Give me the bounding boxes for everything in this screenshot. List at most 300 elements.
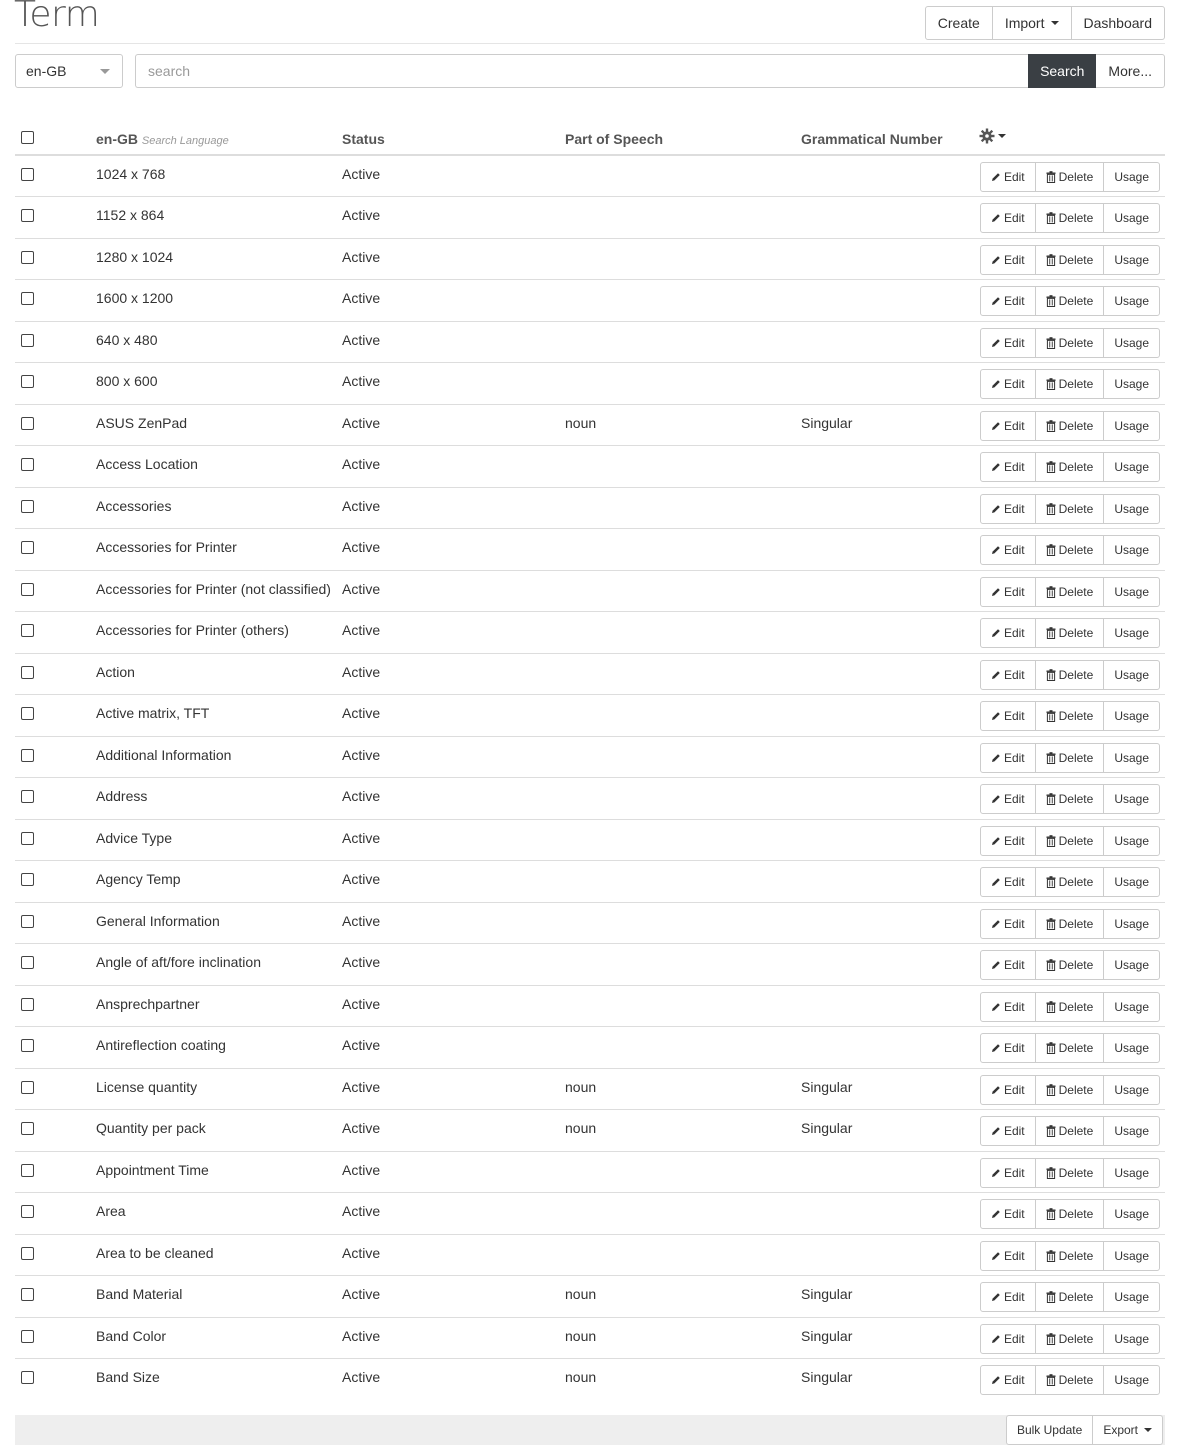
edit-button[interactable] <box>980 660 1036 690</box>
part-of-speech-cell: noun <box>565 1068 801 1110</box>
edit-button[interactable] <box>980 1075 1036 1105</box>
row-checkbox[interactable] <box>21 707 34 720</box>
delete-label: Delete <box>1058 958 1094 972</box>
status-cell: Active <box>342 902 565 944</box>
term-cell: Area to be cleaned <box>96 1234 342 1276</box>
row-checkbox[interactable] <box>21 417 34 430</box>
row-checkbox[interactable] <box>21 832 34 845</box>
pencil-icon <box>991 1292 1001 1302</box>
term-cell: License quantity <box>96 1068 342 1110</box>
trash-icon <box>1046 1250 1056 1262</box>
delete-button[interactable] <box>1035 1241 1105 1271</box>
row-checkbox[interactable] <box>21 790 34 803</box>
delete-button[interactable] <box>1035 1033 1105 1063</box>
edit-label: Edit <box>1003 1373 1025 1387</box>
grammatical-number-cell <box>801 570 979 612</box>
row-select-cell <box>15 529 96 571</box>
row-actions-cell <box>979 985 1165 1027</box>
delete-button[interactable] <box>1035 618 1105 648</box>
row-checkbox[interactable] <box>21 292 34 305</box>
row-select-cell <box>15 1193 96 1235</box>
usage-button[interactable]: Usage <box>1103 162 1160 192</box>
part-of-speech-cell <box>565 197 801 239</box>
table-row <box>15 985 1165 1027</box>
edit-label: Edit <box>1003 1082 1025 1097</box>
row-actions-cell <box>979 238 1165 280</box>
table-row <box>15 404 1165 446</box>
trash-icon <box>1046 461 1056 473</box>
table-row <box>15 1110 1165 1152</box>
pencil-icon <box>991 670 1001 680</box>
edit-button[interactable] <box>980 245 1036 275</box>
row-actions-cell <box>979 1068 1165 1110</box>
row-actions-cell <box>979 819 1165 861</box>
row-checkbox[interactable] <box>21 915 34 928</box>
term-cell: Address <box>96 778 342 820</box>
grammatical-number-cell <box>801 944 979 986</box>
delete-button[interactable] <box>1035 203 1105 233</box>
delete-button[interactable] <box>1035 743 1105 773</box>
import-label: Import <box>1004 15 1045 31</box>
edit-button[interactable] <box>980 494 1036 524</box>
usage-button[interactable]: Usage <box>1103 577 1160 607</box>
delete-button[interactable] <box>1035 1324 1105 1354</box>
usage-button[interactable]: Usage <box>1103 701 1160 731</box>
delete-button[interactable] <box>1035 701 1105 731</box>
row-checkbox[interactable] <box>21 1247 34 1260</box>
status-cell: Active <box>342 363 565 405</box>
gear-icon <box>979 128 995 144</box>
row-checkbox[interactable] <box>21 956 34 969</box>
language-select[interactable] <box>15 54 123 88</box>
search-input[interactable] <box>135 54 1028 88</box>
usage-button[interactable]: Usage <box>1103 494 1160 524</box>
term-cell: 1280 x 1024 <box>96 238 342 280</box>
usage-button[interactable]: Usage <box>1103 203 1160 233</box>
delete-button[interactable] <box>1035 328 1105 358</box>
term-cell: Area <box>96 1193 342 1235</box>
row-actions-cell <box>979 1151 1165 1193</box>
part-of-speech-cell <box>565 1027 801 1069</box>
row-actions-cell <box>979 778 1165 820</box>
grammatical-number-cell: Singular <box>801 1359 979 1401</box>
row-actions-cell <box>979 280 1165 322</box>
trash-icon <box>1046 752 1056 764</box>
delete-button[interactable] <box>1035 867 1105 897</box>
usage-button[interactable]: Usage <box>1103 245 1160 275</box>
row-checkbox[interactable] <box>21 168 34 181</box>
status-cell: Active <box>342 778 565 820</box>
edit-button[interactable] <box>980 1116 1036 1146</box>
usage-button[interactable]: Usage <box>1103 1282 1160 1312</box>
row-select-cell <box>15 985 96 1027</box>
row-select-cell <box>15 280 96 322</box>
delete-button[interactable] <box>1035 452 1105 482</box>
edit-label: Edit <box>1003 501 1025 516</box>
more-button[interactable]: More... <box>1096 54 1165 88</box>
grammatical-number-cell <box>801 1027 979 1069</box>
row-select-cell <box>15 612 96 654</box>
row-checkbox[interactable] <box>21 873 34 886</box>
edit-label: Edit <box>1003 792 1025 806</box>
delete-button[interactable] <box>1035 535 1105 565</box>
edit-label: Edit <box>1003 709 1025 723</box>
header-status[interactable]: Status <box>342 121 565 155</box>
usage-button[interactable]: Usage <box>1103 452 1160 482</box>
usage-button[interactable]: Usage <box>1103 743 1160 773</box>
row-checkbox[interactable] <box>21 998 34 1011</box>
delete-button[interactable] <box>1035 909 1105 939</box>
usage-button[interactable]: Usage <box>1103 784 1160 814</box>
term-cell: 1152 x 864 <box>96 197 342 239</box>
header-term-sub: Search Language <box>141 135 229 147</box>
row-select-cell <box>15 1317 96 1359</box>
usage-button[interactable]: Usage <box>1103 1365 1160 1395</box>
title-divider <box>15 43 1165 44</box>
grammatical-number-cell <box>801 238 979 280</box>
row-checkbox[interactable] <box>21 1205 34 1218</box>
row-actions-cell <box>979 155 1165 197</box>
term-cell: Antireflection coating <box>96 1027 342 1069</box>
usage-button[interactable]: Usage <box>1103 1116 1160 1146</box>
term-cell: Accessories for Printer (not classified) <box>96 570 342 612</box>
row-checkbox[interactable] <box>21 1039 34 1052</box>
delete-button[interactable] <box>1035 411 1105 441</box>
pencil-icon <box>991 1168 1001 1178</box>
part-of-speech-cell <box>565 487 801 529</box>
usage-button[interactable]: Usage <box>1103 328 1160 358</box>
row-checkbox[interactable] <box>21 749 34 762</box>
delete-label: Delete <box>1058 667 1094 682</box>
delete-button[interactable] <box>1035 245 1105 275</box>
delete-label: Delete <box>1058 875 1094 889</box>
edit-label: Edit <box>1003 875 1025 889</box>
pencil-icon <box>991 545 1001 555</box>
edit-label: Edit <box>1003 543 1025 557</box>
row-select-cell <box>15 155 96 197</box>
table-row <box>15 1359 1165 1401</box>
part-of-speech-cell <box>565 1151 801 1193</box>
caret-down-icon <box>1051 21 1059 25</box>
status-cell: Active <box>342 695 565 737</box>
grammatical-number-cell <box>801 363 979 405</box>
row-actions-cell <box>979 404 1165 446</box>
status-cell: Active <box>342 1027 565 1069</box>
delete-label: Delete <box>1058 252 1094 267</box>
grammatical-number-cell <box>801 612 979 654</box>
export-dropdown-button[interactable] <box>1092 1415 1163 1445</box>
usage-button[interactable]: Usage <box>1103 1075 1160 1105</box>
row-checkbox[interactable] <box>21 500 34 513</box>
usage-button[interactable]: Usage <box>1103 411 1160 441</box>
edit-label: Edit <box>1003 211 1025 225</box>
part-of-speech-cell <box>565 280 801 322</box>
search-button[interactable]: Search <box>1028 54 1096 88</box>
delete-button[interactable] <box>1035 494 1105 524</box>
edit-button[interactable] <box>980 950 1036 980</box>
row-select-cell <box>15 1234 96 1276</box>
trash-icon <box>1046 171 1056 183</box>
usage-button[interactable]: Usage <box>1103 369 1160 399</box>
usage-button[interactable]: Usage <box>1103 867 1160 897</box>
usage-button[interactable]: Usage <box>1103 1199 1160 1229</box>
usage-button[interactable]: Usage <box>1103 1324 1160 1354</box>
grammatical-number-cell <box>801 197 979 239</box>
edit-button[interactable] <box>980 1033 1036 1063</box>
row-actions-cell <box>979 1359 1165 1401</box>
trash-icon <box>1046 1208 1056 1220</box>
edit-button[interactable] <box>980 701 1036 731</box>
edit-button[interactable] <box>980 203 1036 233</box>
row-checkbox[interactable] <box>21 375 34 388</box>
usage-button[interactable]: Usage <box>1103 1033 1160 1063</box>
row-checkbox[interactable] <box>21 1122 34 1135</box>
part-of-speech-cell <box>565 861 801 903</box>
header-term[interactable] <box>96 121 342 155</box>
header-part-of-speech[interactable]: Part of Speech <box>565 121 801 155</box>
table-row <box>15 944 1165 986</box>
delete-label: Delete <box>1058 1290 1094 1304</box>
trash-icon <box>1046 378 1056 390</box>
row-actions-cell <box>979 363 1165 405</box>
trash-icon <box>1046 959 1056 971</box>
grammatical-number-cell: Singular <box>801 1276 979 1318</box>
chevron-down-icon <box>100 69 110 74</box>
part-of-speech-cell <box>565 321 801 363</box>
grammatical-number-cell <box>801 778 979 820</box>
grammatical-number-cell: Singular <box>801 404 979 446</box>
import-dropdown-button[interactable] <box>992 6 1072 40</box>
row-select-cell <box>15 1151 96 1193</box>
dashboard-button[interactable]: Dashboard <box>1071 6 1166 40</box>
row-checkbox[interactable] <box>21 666 34 679</box>
trash-icon <box>1046 1042 1056 1054</box>
delete-button[interactable] <box>1035 162 1105 192</box>
edit-button[interactable] <box>980 1324 1036 1354</box>
row-checkbox[interactable] <box>21 624 34 637</box>
usage-button[interactable]: Usage <box>1103 950 1160 980</box>
part-of-speech-cell <box>565 155 801 197</box>
edit-button[interactable] <box>980 452 1036 482</box>
part-of-speech-cell <box>565 1193 801 1235</box>
grammatical-number-cell <box>801 695 979 737</box>
row-select-cell <box>15 736 96 778</box>
delete-button[interactable] <box>1035 826 1105 856</box>
delete-button[interactable] <box>1035 369 1105 399</box>
row-select-cell <box>15 1359 96 1401</box>
grammatical-number-cell <box>801 280 979 322</box>
term-cell: ASUS ZenPad <box>96 404 342 446</box>
create-button[interactable]: Create <box>925 6 993 40</box>
trash-icon <box>1046 503 1056 515</box>
edit-button[interactable] <box>980 1199 1036 1229</box>
row-checkbox[interactable] <box>21 1288 34 1301</box>
delete-label: Delete <box>1058 1165 1094 1180</box>
table-row <box>15 1234 1165 1276</box>
table-row <box>15 570 1165 612</box>
column-settings-dropdown[interactable] <box>979 128 1006 144</box>
delete-button[interactable] <box>1035 660 1105 690</box>
status-cell: Active <box>342 446 565 488</box>
row-select-cell <box>15 570 96 612</box>
pencil-icon <box>991 462 1001 472</box>
edit-button[interactable] <box>980 1282 1036 1312</box>
pencil-icon <box>991 1375 1001 1385</box>
status-cell: Active <box>342 321 565 363</box>
row-actions-cell <box>979 321 1165 363</box>
pencil-icon <box>991 338 1001 348</box>
row-checkbox[interactable] <box>21 334 34 347</box>
row-actions-cell <box>979 902 1165 944</box>
delete-label: Delete <box>1058 170 1094 184</box>
usage-button[interactable]: Usage <box>1103 1241 1160 1271</box>
row-select-cell <box>15 1110 96 1152</box>
edit-button[interactable] <box>980 162 1036 192</box>
row-actions-cell <box>979 736 1165 778</box>
pencil-icon <box>991 711 1001 721</box>
delete-button[interactable] <box>1035 784 1105 814</box>
delete-label: Delete <box>1058 501 1094 516</box>
edit-button[interactable] <box>980 618 1036 648</box>
pencil-icon <box>991 213 1001 223</box>
table-row <box>15 1276 1165 1318</box>
trash-icon <box>1046 295 1056 307</box>
select-all-checkbox[interactable] <box>21 131 34 144</box>
edit-button[interactable] <box>980 369 1036 399</box>
edit-label: Edit <box>1003 377 1025 391</box>
usage-button[interactable]: Usage <box>1103 826 1160 856</box>
edit-button[interactable] <box>980 743 1036 773</box>
edit-button[interactable] <box>980 784 1036 814</box>
status-cell: Active <box>342 612 565 654</box>
delete-label: Delete <box>1058 211 1094 225</box>
row-select-cell <box>15 321 96 363</box>
usage-button[interactable]: Usage <box>1103 1158 1160 1188</box>
edit-button[interactable] <box>980 328 1036 358</box>
usage-button[interactable]: Usage <box>1103 618 1160 648</box>
delete-label: Delete <box>1058 750 1094 765</box>
row-select-cell <box>15 1068 96 1110</box>
table-row <box>15 653 1165 695</box>
row-checkbox[interactable] <box>21 1371 34 1384</box>
trash-icon <box>1046 710 1056 722</box>
delete-label: Delete <box>1058 709 1094 723</box>
row-checkbox[interactable] <box>21 1081 34 1094</box>
table-row <box>15 1317 1165 1359</box>
grammatical-number-cell <box>801 529 979 571</box>
bulk-update-button[interactable]: Bulk Update <box>1006 1415 1093 1445</box>
edit-button[interactable] <box>980 535 1036 565</box>
row-select-cell <box>15 695 96 737</box>
table-row <box>15 321 1165 363</box>
caret-down-icon <box>1144 1428 1152 1432</box>
term-cell: Quantity per pack <box>96 1110 342 1152</box>
delete-button[interactable] <box>1035 1282 1105 1312</box>
grammatical-number-cell <box>801 487 979 529</box>
table-row <box>15 197 1165 239</box>
term-cell: 640 x 480 <box>96 321 342 363</box>
edit-button[interactable] <box>980 867 1036 897</box>
edit-button[interactable] <box>980 577 1036 607</box>
status-cell: Active <box>342 1234 565 1276</box>
usage-button[interactable]: Usage <box>1103 909 1160 939</box>
row-actions-cell <box>979 1110 1165 1152</box>
edit-label: Edit <box>1003 1124 1025 1138</box>
pencil-icon <box>991 255 1001 265</box>
edit-button[interactable] <box>980 286 1036 316</box>
edit-label: Edit <box>1003 1207 1025 1221</box>
edit-button[interactable] <box>980 826 1036 856</box>
row-checkbox[interactable] <box>21 541 34 554</box>
header-grammatical-number[interactable]: Grammatical Number <box>801 121 979 155</box>
pencil-icon <box>991 1002 1001 1012</box>
status-cell: Active <box>342 1151 565 1193</box>
status-cell: Active <box>342 166 381 182</box>
delete-button[interactable] <box>1035 950 1105 980</box>
usage-button[interactable]: Usage <box>1103 660 1160 690</box>
pencil-icon <box>991 1209 1001 1219</box>
row-checkbox[interactable] <box>21 1164 34 1177</box>
delete-button[interactable] <box>1035 577 1105 607</box>
delete-button[interactable] <box>1035 286 1105 316</box>
table-row <box>15 280 1165 322</box>
pencil-icon <box>991 753 1001 763</box>
trash-icon <box>1046 835 1056 847</box>
edit-button[interactable] <box>980 992 1036 1022</box>
row-actions-cell <box>979 1234 1165 1276</box>
usage-button[interactable]: Usage <box>1103 992 1160 1022</box>
table-row <box>15 1193 1165 1235</box>
row-checkbox[interactable] <box>21 583 34 596</box>
edit-button[interactable] <box>980 1158 1036 1188</box>
grammatical-number-cell: Singular <box>801 1110 979 1152</box>
trash-icon <box>1046 1291 1056 1303</box>
delete-button[interactable] <box>1035 1199 1105 1229</box>
edit-button[interactable] <box>980 1241 1036 1271</box>
edit-button[interactable] <box>980 411 1036 441</box>
delete-button[interactable] <box>1035 992 1105 1022</box>
row-checkbox[interactable] <box>21 458 34 471</box>
edit-button[interactable] <box>980 909 1036 939</box>
status-cell: Active <box>342 487 565 529</box>
trash-icon <box>1046 876 1056 888</box>
table-row <box>15 819 1165 861</box>
term-cell: Angle of aft/fore inclination <box>96 944 342 986</box>
pencil-icon <box>991 919 1001 929</box>
table-row <box>15 778 1165 820</box>
edit-label: Edit <box>1003 418 1025 433</box>
delete-button[interactable] <box>1035 1075 1105 1105</box>
term-cell: 1024 x 768 <box>96 166 166 182</box>
pencil-icon <box>991 1085 1001 1095</box>
row-checkbox[interactable] <box>21 1330 34 1343</box>
pencil-icon <box>991 836 1001 846</box>
usage-button[interactable]: Usage <box>1103 535 1160 565</box>
delete-button[interactable] <box>1035 1158 1105 1188</box>
row-checkbox[interactable] <box>21 209 34 222</box>
table-row <box>15 1068 1165 1110</box>
language-select-value: en-GB <box>26 63 67 79</box>
row-select-cell <box>15 487 96 529</box>
edit-button[interactable] <box>980 1365 1036 1395</box>
delete-button[interactable] <box>1035 1116 1105 1146</box>
delete-button[interactable] <box>1035 1365 1105 1395</box>
usage-button[interactable]: Usage <box>1103 286 1160 316</box>
status-cell: Active <box>342 944 565 986</box>
row-checkbox[interactable] <box>21 251 34 264</box>
delete-label: Delete <box>1058 418 1094 433</box>
grammatical-number-cell <box>801 155 979 197</box>
